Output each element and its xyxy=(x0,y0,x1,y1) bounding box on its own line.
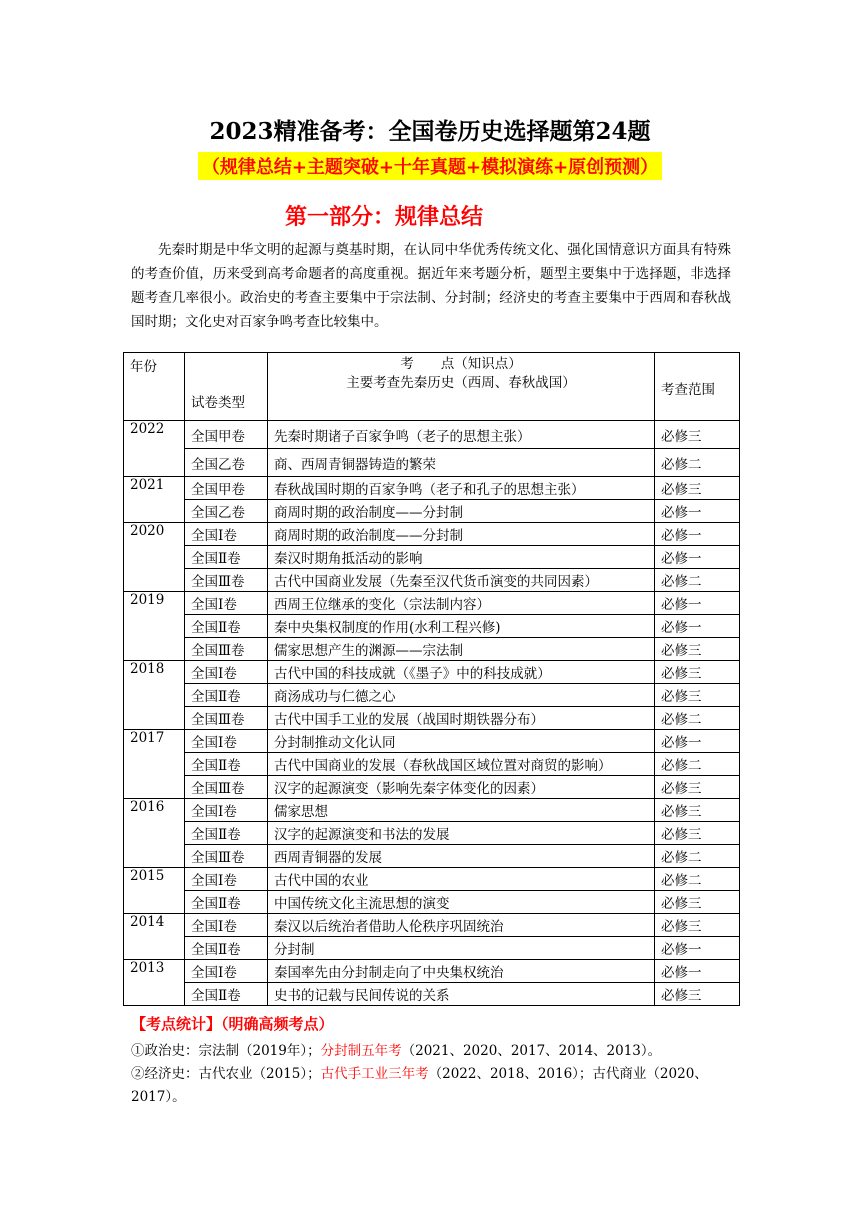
table-row xyxy=(124,960,740,983)
cell-range: 必修三 xyxy=(655,799,740,822)
cell-range: 必修二 xyxy=(655,845,740,868)
cell-year: 2015 xyxy=(124,868,185,914)
cell-point: 分封制推动文化认同 xyxy=(268,730,655,753)
table-row xyxy=(124,868,740,891)
exam-table xyxy=(123,352,740,1006)
cell-range: 必修三 xyxy=(655,822,740,845)
cell-range: 必修一 xyxy=(655,937,740,960)
table-row xyxy=(124,776,740,799)
cell-range: 必修一 xyxy=(655,546,740,569)
cell-type: 全国Ⅰ卷 xyxy=(185,592,268,615)
table-row xyxy=(124,546,740,569)
cell-type: 全国乙卷 xyxy=(185,500,268,523)
cell-type: 全国Ⅱ卷 xyxy=(185,822,268,845)
stats-economic-a: ②经济史：古代农业（2015）； xyxy=(131,1066,321,1082)
cell-range: 必修三 xyxy=(655,421,740,449)
cell-type: 全国Ⅲ卷 xyxy=(185,707,268,730)
cell-range: 必修一 xyxy=(655,615,740,638)
header-year: 年份 xyxy=(124,353,185,421)
table-row xyxy=(124,449,740,477)
cell-point: 春秋战国时期的百家争鸣（老子和孔子的思想主张） xyxy=(268,477,655,500)
cell-range: 必修三 xyxy=(655,661,740,684)
cell-type: 全国乙卷 xyxy=(185,449,268,477)
cell-point: 史书的记载与民间传说的关系 xyxy=(268,983,655,1006)
cell-type: 全国Ⅰ卷 xyxy=(185,799,268,822)
cell-type: 全国Ⅱ卷 xyxy=(185,937,268,960)
table-row xyxy=(124,914,740,937)
cell-range: 必修二 xyxy=(655,868,740,891)
cell-point: 商、西周青铜器铸造的繁荣 xyxy=(268,449,655,477)
cell-range: 必修三 xyxy=(655,776,740,799)
stats-political-a: ①政治史：宗法制（2019年）； xyxy=(131,1043,321,1059)
table-row xyxy=(124,891,740,914)
cell-range: 必修二 xyxy=(655,449,740,477)
cell-year: 2014 xyxy=(124,914,185,960)
header-range xyxy=(655,353,740,421)
cell-point: 商周时期的政治制度——分封制 xyxy=(268,500,655,523)
stats-economic-b: （2022、2018、2016）；古代商业（2020、2017）。 xyxy=(131,1066,708,1105)
cell-type: 全国Ⅰ卷 xyxy=(185,523,268,546)
cell-type: 全国Ⅰ卷 xyxy=(185,730,268,753)
table-row xyxy=(124,523,740,546)
cell-point: 秦汉时期角抵活动的影响 xyxy=(268,546,655,569)
cell-type: 全国Ⅰ卷 xyxy=(185,661,268,684)
stats-political-b: （2021、2020、2017、2014、2013）。 xyxy=(401,1043,662,1059)
cell-type: 全国Ⅰ卷 xyxy=(185,914,268,937)
table-row xyxy=(124,615,740,638)
subtitle: （规律总结+主题突破+十年真题+模拟演练+原创预测） xyxy=(198,152,662,180)
cell-year: 2017 xyxy=(124,730,185,799)
cell-type: 全国Ⅲ卷 xyxy=(185,638,268,661)
cell-range: 必修一 xyxy=(655,960,740,983)
cell-range: 必修三 xyxy=(655,891,740,914)
cell-type: 全国Ⅰ卷 xyxy=(185,868,268,891)
table-row xyxy=(124,753,740,776)
cell-year: 2020 xyxy=(124,523,185,592)
table-row xyxy=(124,799,740,822)
subtitle-wrap xyxy=(0,152,860,180)
header-type-label: 试卷类型 xyxy=(191,395,245,411)
intro-paragraph: 先秦时期是中华文明的起源与奠基时期，在认同中华优秀传统文化、强化国情意识方面具有特殊的考查价值，历来受到高考命题者的高度重视。据近年来考题分析，题型主要集中于选择题，非选择题考查几率很小。政治史的考查主要集中于宗法制、分封制；经济史的考查主要集中于西周和春秋战国时期；文化史对百家争鸣考查比较集中。 xyxy=(131,242,731,330)
cell-year: 2021 xyxy=(124,477,185,523)
cell-year: 2016 xyxy=(124,799,185,868)
table-row xyxy=(124,684,740,707)
table-row xyxy=(124,845,740,868)
cell-point: 商汤成功与仁德之心 xyxy=(268,684,655,707)
cell-range: 必修一 xyxy=(655,500,740,523)
table-row xyxy=(124,477,740,500)
cell-point: 中国传统文化主流思想的演变 xyxy=(268,891,655,914)
cell-point: 古代中国手工业的发展（战国时期铁器分布） xyxy=(268,707,655,730)
cell-range: 必修三 xyxy=(655,477,740,500)
cell-point: 商周时期的政治制度——分封制 xyxy=(268,523,655,546)
table-row xyxy=(124,937,740,960)
page-title: 2023精准备考：全国卷历史选择题第24题 xyxy=(209,118,651,145)
cell-type: 全国Ⅱ卷 xyxy=(185,753,268,776)
cell-range: 必修二 xyxy=(655,569,740,592)
cell-type: 全国Ⅱ卷 xyxy=(185,615,268,638)
stats-line-economic xyxy=(131,1063,736,1109)
section-title: 第一部分：规律总结 xyxy=(285,204,484,230)
cell-point: 秦中央集权制度的作用(水利工程兴修) xyxy=(268,615,655,638)
cell-year: 2022 xyxy=(124,421,185,477)
cell-type: 全国Ⅱ卷 xyxy=(185,891,268,914)
cell-range: 必修三 xyxy=(655,684,740,707)
cell-point: 汉字的起源演变（影响先秦字体变化的因素） xyxy=(268,776,655,799)
cell-year: 2019 xyxy=(124,592,185,661)
cell-range: 必修三 xyxy=(655,914,740,937)
cell-year: 2018 xyxy=(124,661,185,730)
cell-year: 2013 xyxy=(124,960,185,1006)
cell-point: 先秦时期诸子百家争鸣（老子的思想主张） xyxy=(268,421,655,449)
table-row xyxy=(124,983,740,1006)
table-row xyxy=(124,569,740,592)
cell-point: 汉字的起源演变和书法的发展 xyxy=(268,822,655,845)
table-row xyxy=(124,500,740,523)
table-row xyxy=(124,592,740,615)
stats-economic-highlight: 古代手工业三年考 xyxy=(320,1066,429,1082)
header-point-line1: 考 点（知识点） xyxy=(400,356,522,372)
cell-range: 必修二 xyxy=(655,753,740,776)
stats-block xyxy=(131,1040,736,1109)
stats-line-political xyxy=(131,1040,736,1063)
header-range-label: 考查范围 xyxy=(661,381,715,398)
header-point xyxy=(268,353,655,421)
cell-range: 必修三 xyxy=(655,638,740,661)
cell-type: 全国甲卷 xyxy=(185,421,268,449)
cell-point: 西周王位继承的变化（宗法制内容） xyxy=(268,592,655,615)
cell-point: 古代中国商业的发展（春秋战国区域位置对商贸的影响） xyxy=(268,753,655,776)
cell-type: 全国Ⅲ卷 xyxy=(185,845,268,868)
cell-type: 全国甲卷 xyxy=(185,477,268,500)
stats-political-highlight: 分封制五年考 xyxy=(320,1043,402,1059)
table-row xyxy=(124,730,740,753)
cell-range: 必修二 xyxy=(655,707,740,730)
table-header-row xyxy=(124,353,740,421)
table-row xyxy=(124,661,740,684)
cell-range: 必修一 xyxy=(655,730,740,753)
cell-type: 全国Ⅰ卷 xyxy=(185,960,268,983)
cell-point: 秦汉以后统治者借助人伦秩序巩固统治 xyxy=(268,914,655,937)
cell-point: 古代中国商业发展（先秦至汉代货币演变的共同因素） xyxy=(268,569,655,592)
cell-point: 秦国率先由分封制走向了中央集权统治 xyxy=(268,960,655,983)
cell-type: 全国Ⅱ卷 xyxy=(185,546,268,569)
table-row xyxy=(124,421,740,449)
cell-point: 西周青铜器的发展 xyxy=(268,845,655,868)
cell-range: 必修一 xyxy=(655,592,740,615)
cell-point: 分封制 xyxy=(268,937,655,960)
cell-range: 必修三 xyxy=(655,983,740,1006)
cell-type: 全国Ⅱ卷 xyxy=(185,983,268,1006)
cell-type: 全国Ⅲ卷 xyxy=(185,776,268,799)
table-row xyxy=(124,707,740,730)
header-type xyxy=(185,353,268,421)
cell-range: 必修一 xyxy=(655,523,740,546)
cell-point: 古代中国的科技成就（《墨子》中的科技成就） xyxy=(268,661,655,684)
cell-point: 儒家思想 xyxy=(268,799,655,822)
cell-type: 全国Ⅲ卷 xyxy=(185,569,268,592)
stats-title: 【考点统计】（明确高频考点） xyxy=(131,1015,334,1033)
table-row xyxy=(124,638,740,661)
table-row xyxy=(124,822,740,845)
header-point-line2: 主要考查先秦历史（西周、春秋战国） xyxy=(346,375,576,391)
cell-point: 古代中国的农业 xyxy=(268,868,655,891)
cell-type: 全国Ⅱ卷 xyxy=(185,684,268,707)
cell-point: 儒家思想产生的渊源——宗法制 xyxy=(268,638,655,661)
